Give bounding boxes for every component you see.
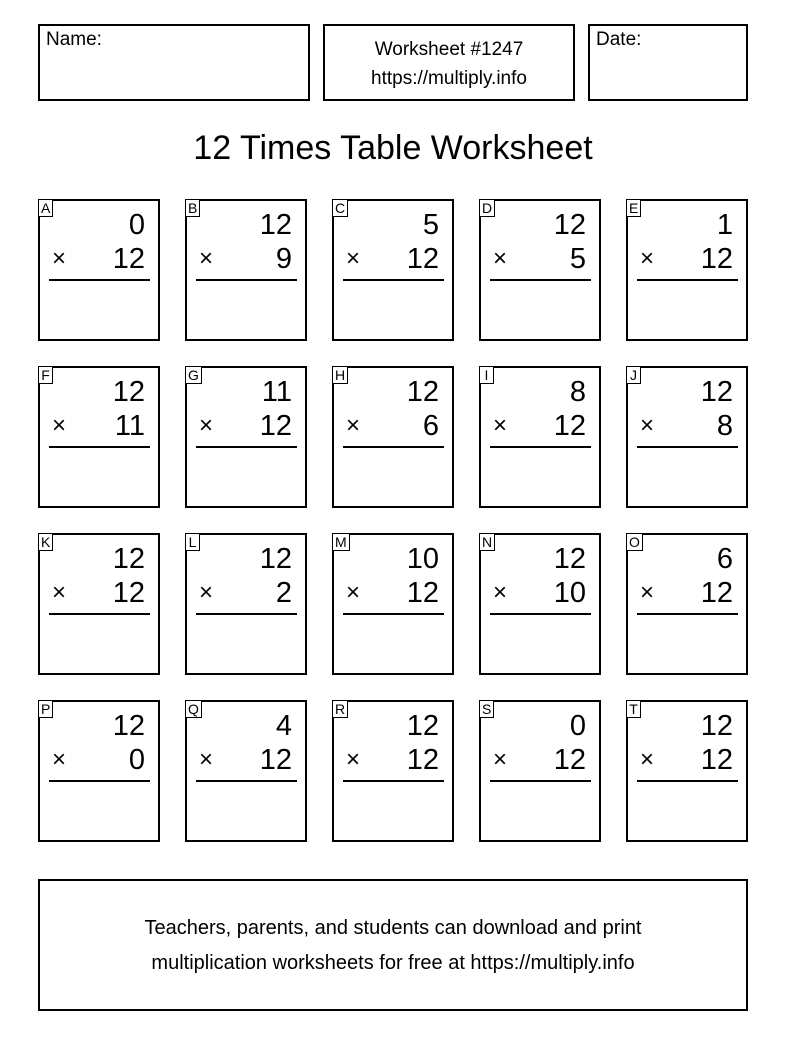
multiplier: 11 xyxy=(114,410,145,442)
problem-card[interactable] xyxy=(479,199,601,341)
problem-card[interactable] xyxy=(185,366,307,508)
answer-line xyxy=(637,446,738,448)
problem-letter: T xyxy=(626,700,641,718)
multiplier: 12 xyxy=(406,577,439,609)
multiplier: 0 xyxy=(128,744,145,776)
multiplier: 12 xyxy=(406,744,439,776)
problem-card[interactable] xyxy=(332,199,454,341)
problem-card[interactable] xyxy=(38,700,160,842)
problem-card[interactable] xyxy=(38,533,160,675)
problem-letter: I xyxy=(479,366,494,384)
problem-letter: O xyxy=(626,533,643,551)
problem-card[interactable] xyxy=(185,199,307,341)
problem-letter: P xyxy=(38,700,53,718)
footer-line-2: multiplication worksheets for free at https://multiply.info xyxy=(151,952,635,974)
answer-line xyxy=(637,613,738,615)
multiplicand: 12 xyxy=(259,543,292,575)
times-icon: × xyxy=(493,245,508,272)
answer-line xyxy=(196,613,297,615)
multiplicand: 8 xyxy=(569,376,586,408)
multiplicand: 10 xyxy=(406,543,439,575)
multiplier: 12 xyxy=(700,577,733,609)
multiplicand: 5 xyxy=(422,209,439,241)
problem-letter: D xyxy=(479,199,495,217)
multiplier: 9 xyxy=(275,243,292,275)
answer-line xyxy=(49,279,150,281)
problem-card[interactable] xyxy=(185,700,307,842)
problem-letter: L xyxy=(185,533,200,551)
problem-card[interactable] xyxy=(626,700,748,842)
multiplicand: 0 xyxy=(569,710,586,742)
footer-note xyxy=(38,879,748,1011)
times-icon: × xyxy=(493,746,508,773)
multiplicand: 4 xyxy=(275,710,292,742)
multiplier: 12 xyxy=(406,243,439,275)
worksheet-number: Worksheet #1247 xyxy=(374,39,524,60)
problem-card[interactable] xyxy=(626,366,748,508)
page-title: 12 Times Table Worksheet xyxy=(193,129,593,167)
times-icon: × xyxy=(640,579,655,606)
name-label: Name: xyxy=(46,29,102,50)
problem-letter: J xyxy=(626,366,641,384)
multiplicand: 11 xyxy=(261,376,292,408)
multiplicand: 12 xyxy=(406,376,439,408)
footer-line-1: Teachers, parents, and students can download and print xyxy=(144,917,642,939)
times-icon: × xyxy=(346,746,361,773)
times-icon: × xyxy=(52,746,67,773)
problem-card[interactable] xyxy=(38,366,160,508)
date-field[interactable] xyxy=(588,24,748,101)
problem-letter: S xyxy=(479,700,494,718)
times-icon: × xyxy=(493,579,508,606)
answer-line xyxy=(490,780,591,782)
multiplier: 12 xyxy=(259,410,292,442)
multiplier: 12 xyxy=(700,243,733,275)
answer-line xyxy=(343,780,444,782)
times-icon: × xyxy=(346,412,361,439)
multiplier: 12 xyxy=(259,744,292,776)
multiplicand: 6 xyxy=(716,543,733,575)
multiplicand: 12 xyxy=(259,209,292,241)
times-icon: × xyxy=(199,746,214,773)
times-icon: × xyxy=(346,245,361,272)
answer-line xyxy=(490,279,591,281)
answer-line xyxy=(490,613,591,615)
multiplier: 2 xyxy=(275,577,292,609)
problem-card[interactable] xyxy=(479,366,601,508)
multiplier: 12 xyxy=(553,744,586,776)
problem-letter: H xyxy=(332,366,348,384)
times-icon: × xyxy=(52,579,67,606)
answer-line xyxy=(49,613,150,615)
multiplicand: 12 xyxy=(112,543,145,575)
times-icon: × xyxy=(640,746,655,773)
problem-letter: F xyxy=(38,366,53,384)
problem-letter: A xyxy=(38,199,53,217)
times-icon: × xyxy=(199,412,214,439)
answer-line xyxy=(343,446,444,448)
answer-line xyxy=(196,446,297,448)
multiplier: 12 xyxy=(553,410,586,442)
problem-card[interactable] xyxy=(479,700,601,842)
multiplicand: 12 xyxy=(553,209,586,241)
times-icon: × xyxy=(52,412,67,439)
answer-line xyxy=(196,780,297,782)
answer-line xyxy=(49,446,150,448)
multiplicand: 12 xyxy=(700,376,733,408)
times-icon: × xyxy=(640,412,655,439)
problem-letter: M xyxy=(332,533,350,551)
multiplicand: 12 xyxy=(112,376,145,408)
name-field[interactable] xyxy=(38,24,310,101)
multiplier: 10 xyxy=(553,577,586,609)
times-icon: × xyxy=(199,579,214,606)
problem-letter: R xyxy=(332,700,348,718)
problem-card[interactable] xyxy=(479,533,601,675)
date-label: Date: xyxy=(596,29,642,50)
problem-card[interactable] xyxy=(626,533,748,675)
times-icon: × xyxy=(199,245,214,272)
multiplier: 12 xyxy=(700,744,733,776)
multiplicand: 12 xyxy=(112,710,145,742)
times-icon: × xyxy=(52,245,67,272)
multiplier: 12 xyxy=(112,243,145,275)
worksheet-info-box xyxy=(323,24,575,101)
problem-letter: E xyxy=(626,199,641,217)
answer-line xyxy=(343,279,444,281)
multiplier: 8 xyxy=(716,410,733,442)
multiplicand: 12 xyxy=(700,710,733,742)
multiplier: 12 xyxy=(112,577,145,609)
multiplicand: 12 xyxy=(553,543,586,575)
problem-card[interactable] xyxy=(332,533,454,675)
problem-card[interactable] xyxy=(185,533,307,675)
multiplicand: 1 xyxy=(716,209,733,241)
problem-letter: C xyxy=(332,199,348,217)
problem-card[interactable] xyxy=(332,366,454,508)
problem-card[interactable] xyxy=(38,199,160,341)
problem-letter: G xyxy=(185,366,202,384)
multiplier: 6 xyxy=(422,410,439,442)
multiplier: 5 xyxy=(569,243,586,275)
problem-card[interactable] xyxy=(626,199,748,341)
answer-line xyxy=(637,279,738,281)
answer-line xyxy=(637,780,738,782)
answer-line xyxy=(196,279,297,281)
answer-line xyxy=(49,780,150,782)
problem-letter: K xyxy=(38,533,53,551)
multiplicand: 12 xyxy=(406,710,439,742)
worksheet-url: https://multiply.info xyxy=(371,68,527,89)
problem-card[interactable] xyxy=(332,700,454,842)
problem-letter: Q xyxy=(185,700,202,718)
times-icon: × xyxy=(640,245,655,272)
times-icon: × xyxy=(493,412,508,439)
problem-letter: N xyxy=(479,533,495,551)
problem-letter: B xyxy=(185,199,200,217)
answer-line xyxy=(343,613,444,615)
answer-line xyxy=(490,446,591,448)
times-icon: × xyxy=(346,579,361,606)
multiplicand: 0 xyxy=(128,209,145,241)
